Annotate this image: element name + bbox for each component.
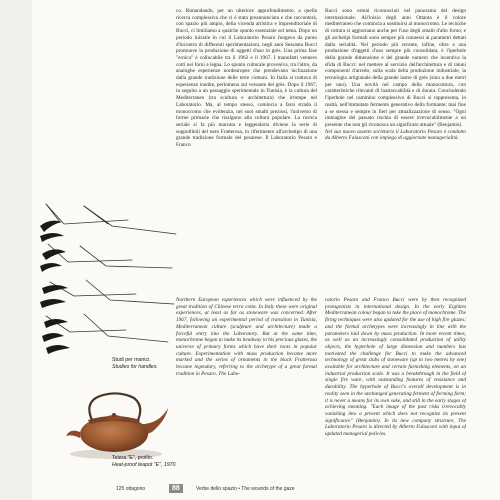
teapot-caption-italian: Teiera "E", profilo. <box>112 455 154 461</box>
handle-studies-sketch <box>40 196 180 356</box>
issue-label: 125 ottagono <box>116 486 146 492</box>
teapot-caption-english: Heat-proof teapot "E", 1970. <box>112 461 177 468</box>
handles-caption <box>112 357 158 370</box>
english-paragraph-left: Northern European experiences which were influenced by the great tradition of Chinese terra cotta. In Italy these were original experiences, at least as far as stoneware was concerned. After 1967, following an experimental period of transition in Tunisia, Mediterranean culture (sculpture and architecture) made a forceful entry into the Laboratory. But at the same time, monochrome began to make its headway in his precious glazes, the universe of primary forms which have their roots in popular culture. Experimentation with mass production became more marked and the series of ornaments in the black Fratterosa became legendary, referring to the archetype of a great formal tradition in Pesaro. The Labo- <box>176 297 317 377</box>
italian-text-column-right <box>325 8 466 283</box>
english-text-column-left <box>176 297 317 462</box>
teapot-photo <box>40 380 180 462</box>
teapot-caption <box>112 455 177 468</box>
italian-paragraph-right: Bucci sono ormai riconosciuti nel panorama del design internazionale. All'inizio degli anni Ottanta è il colore mediterraneo che comincia a sostituirsi al monocromo. Le tecniche di cottura si aggiornano anche per l'uso degli smalti d'alto forno; e gli archetipi formali sono sempre più connessi ai parametri dettati dalla serialità. Nel periodo più recente, infine, oltre a una produzione d'oggetti d'uso sempre più consolidata, è l'iperbole della grande dimensione e del grande numero che incentiva la sfida di Bucci: nel mettere al servizio dell'architettura e di taluni componenti d'arredo, sulla scala della produzione industriale, la tecnologia artigianale della grande lastre di grès (sino a due metri per uno). Una novità nel campo della monocottura, con caratteristiche rilevanti di inattaccabilità e di durata. Concludendo l'iperbole nel cammino complessivo di Bucci si rappresenta, in realtà, nell'immutato fermento generativo della formante; mai fine a se stessa e sempre in fieri per attualizzazione di senso. "Ogni immagine del passato rischia di essere irrevocabilmente a un presente che non gli riconosca un significato attuale" (Benjamin). <box>325 8 466 128</box>
section-label: Verbe dello spazio • The wounds of the gaze <box>196 486 295 492</box>
italian-paragraph-left: co. Rimandando, per un ulteriore approfondimento, a quella ricerca complessiva che ci è stata preannunciata e che racconterà, con spazio più ampio, della vicenda artistica e imprenditoriale di Bucci, ci limitiamo a qualche spunto essenziale sul tema. Dopo un periodo iniziale in cui il Laboratorio Pesaro fungeva da punto d'incontro di differenti sperimentazioni, negli anni Sessanta Bucci promuove la produzione di oggetti d'uso in grès. Una prima fase "eroica" è collocabile tra il 1962 e il 1967. I manufatti vennero cotti nei forni a legna. Lo spunto culturale proveniva, tra l'altro, da analoghe esperienze nordeuropee che prendevano inclinazione dalla grande tradizione delle terre comuni. In Italia si trattava di esperienze inedite, perlomeno sul versante del grès. Dopo il 1967, in seguito a un passaggio sperimentale in Tunisia, è la cultura del Mediterraneo (tra scultura e architettura) che irrompe nel Laboratorio. Ma, al tempo stesso, comincia a farsi strada il monocromo che evidenzia, nei suoi smalti preziosi, l'universo di forme primarie che risalgono alla cultura popolare. La ricerca seriale si fa più marcata e leggendaria diviene la serie di soppollitoli del nero Fratterosa, in riferimento all'archetipo di una grande tradizione formale del pesarese. Il Laboratorio Pesaro e Franco <box>176 8 317 149</box>
english-paragraph-right: ratorio Pesaro and Franco Bucci were by then recognized protagonists in international design. In the early Eighties Mediterranean colour began to take the place of monochrome. The firing techniques were also updated for the use of high fire glazes; and the formal archetypes were increasingly in line with the parameters laid down by mass production. In more recent times, as well as an increasingly consolidated production of utility objects, the hyperbole of large dimension and numbers has motivated the challenge for Bucci to make the advanced technology of great slabs of stoneware (up to two metres by one) available for architecture and certain furnishing elements, on an industrial production scale. It was a breakthrough in the field of single fire ware, with outstanding features of resistance and durability. The hyperbole of Bucci's overall development is in reality seen in the unchanged generating ferment of forming form; it is never a means for its own sake, and still in the early stages of achieving meaning. "Each image of the past risks irrevocably vanishing into a present which does not recognize its present significance" (Benjamin). In its new company structure, The Laboratorio Pesaro is directed by Alberto Falasconi with input of updated managerial policies. <box>325 297 466 438</box>
italian-text-column-left <box>176 8 317 283</box>
page-number: 88 <box>169 484 183 493</box>
handles-caption-english: Studies for handles. <box>112 363 158 370</box>
handles-caption-italian: Studi per manici. <box>112 357 151 363</box>
page-footer <box>116 484 470 496</box>
english-text-column-right <box>325 297 466 477</box>
italian-closing-note: Nel suo nuovo assetto societario il Laboratorio Pesaro è condotto da Alberto Falasconi con impiego di aggiornate managerialità. <box>325 128 466 142</box>
